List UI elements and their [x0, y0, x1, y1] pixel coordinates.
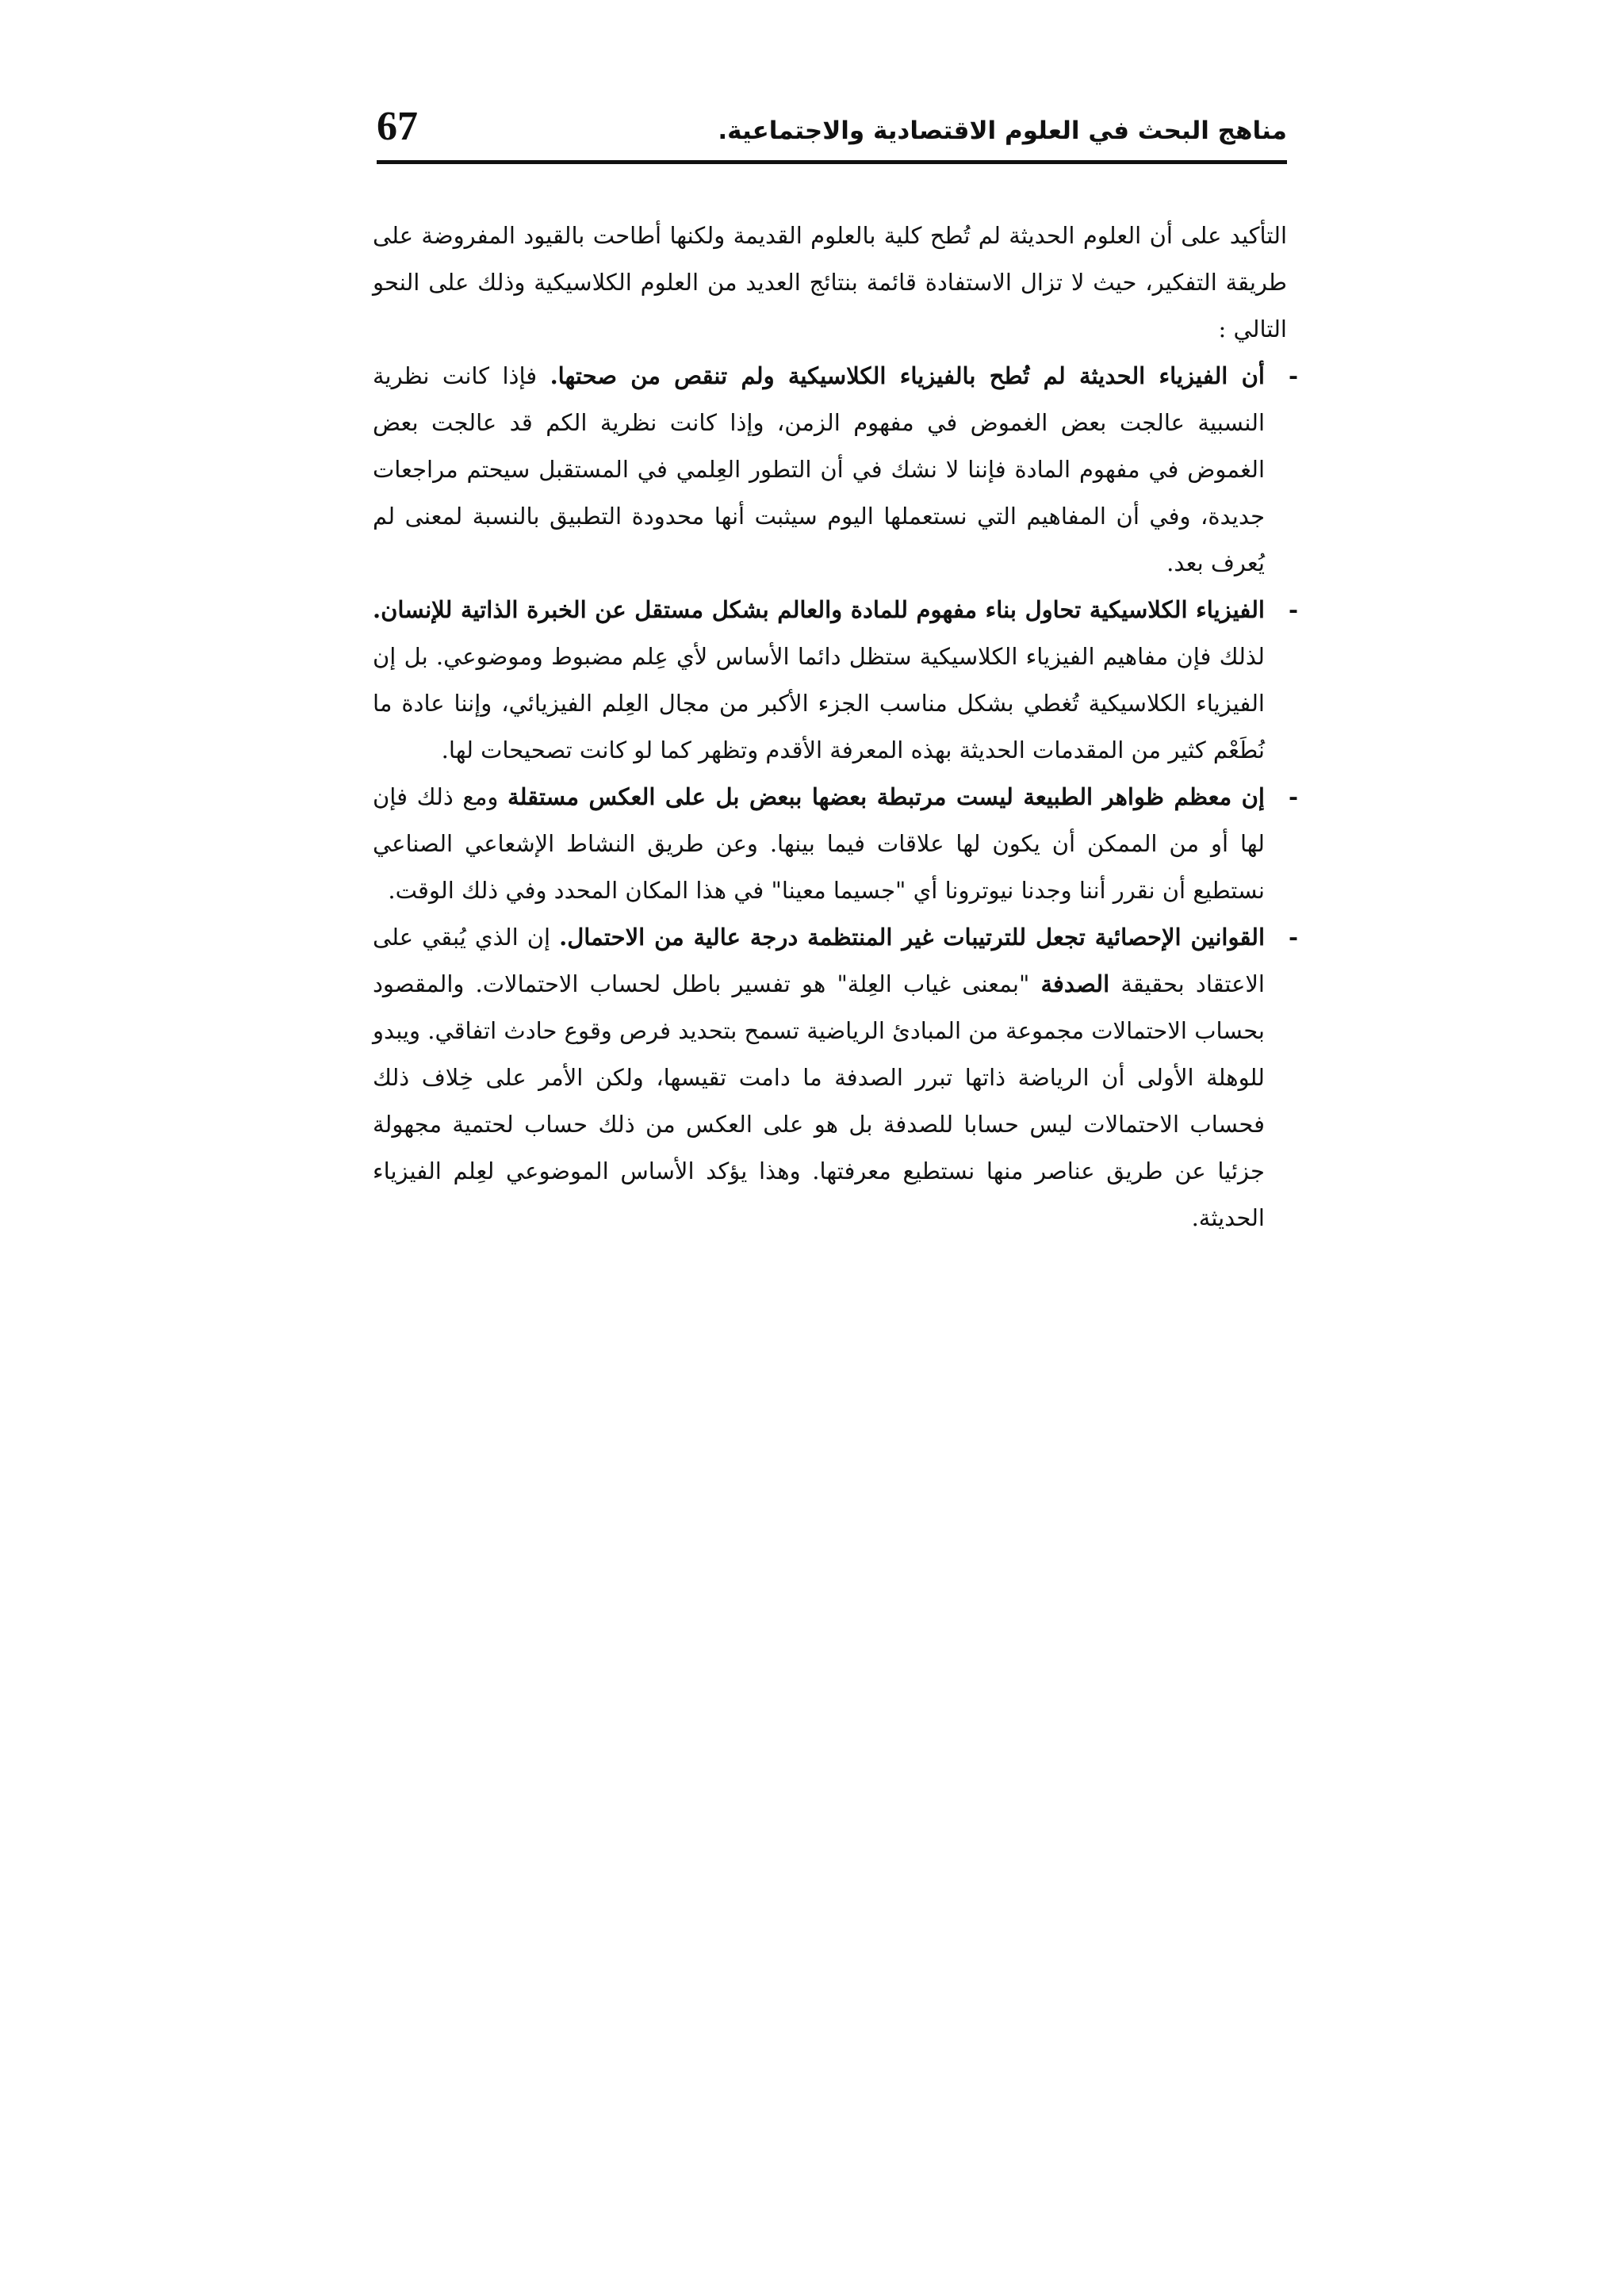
page-body [373, 212, 1298, 1242]
inline-bold-term: الصدفة [1040, 970, 1110, 997]
bullet-item [373, 774, 1298, 914]
bullet-body: لذلك فإن مفاهيم الفيزياء الكلاسيكية ستظل دائما الأساس لأي عِلم مضبوط وموضوعي. بل إن الفيزياء الكلاسيكية تُغطي بشكل مناسب الجزء الأكبر من مجال العِلم الفيزيائي، وإننا عادة ما نُطَعْم كثير من المقدمات الحديثة بهذه المعرفة الأقدم وتظهر كما لو كانت تصحيحات لها. [373, 643, 1265, 763]
bullet-body: فإذا كانت نظرية النسبية عالجت بعض الغموض في مفهوم الزمن، وإذا كانت نظرية الكم قد عالجت بعض الغموض في مفهوم المادة فإننا لا نشك في أن التطور العِلمي في المستقبل سيحتم مراجعات جديدة، وفي أن المفاهيم التي نستعملها اليوم سيثبت أنها محدودة التطبيق بالنسبة لمعنى لم يُعرف بعد. [373, 362, 1265, 576]
intro-paragraph: التأكيد على أن العلوم الحديثة لم تُطح كلية بالعلوم القديمة ولكنها أطاحت بالقيود المفروضة على طريقة التفكير، حيث لا تزال الاستفادة قائمة بنتائج العديد من العلوم الكلاسيكية وذلك على النحو التالي : [373, 222, 1287, 342]
page-number: 67 [377, 104, 418, 149]
bullet-item [373, 914, 1298, 1242]
bullet-body: ومع ذلك فإن لها أو من الممكن أن يكون لها علاقات فيما بينها. وعن طريق النشاط الإشعاعي الصناعي نستطيع أن نقرر أننا وجدنا نيوترونا أي "جسيما معينا" في هذا المكان المحدد وفي ذلك الوقت. [373, 783, 1265, 904]
bullet-body: إن الذي يُبقي على الاعتقاد بحقيقة [373, 924, 1265, 997]
bullet-list [373, 353, 1298, 1242]
bullet-item [373, 587, 1298, 774]
bullet-dash: - [1288, 362, 1298, 389]
bullet-lead: الفيزياء الكلاسيكية تحاول بناء مفهوم للمادة والعالم بشكل مستقل عن الخبرة الذاتية للإنسان. [373, 596, 1265, 623]
page-header [377, 95, 1287, 164]
bullet-item [373, 353, 1298, 587]
bullet-lead: إن معظم ظواهر الطبيعة ليست مرتبطة بعضها ببعض بل على العكس مستقلة [508, 783, 1265, 810]
bullet-dash: - [1288, 924, 1298, 951]
bullet-lead: أن الفيزياء الحديثة لم تُطح بالفيزياء الكلاسيكية ولم تنقص من صحتها. [550, 362, 1265, 389]
bullet-lead: القوانين الإحصائية تجعل للترتيبات غير المنتظمة درجة عالية من الاحتمال. [559, 924, 1266, 951]
bullet-body-continued: "بمعنى غياب العِلة" هو تفسير باطل لحساب الاحتمالات. والمقصود بحساب الاحتمالات مجموعة من المبادئ الرياضية تسمح بتحديد فرص وقوع حادث اتفاقي. ويبدو للوهلة الأولى أن الرياضة ذاتها تبرر الصدفة ما دامت تقيسها، ولكن الأمر على خِلاف ذلك فحساب الاحتمالات ليس حسابا للصدفة بل هو على العكس من ذلك حساب لحتمية مجهولة جزئيا عن طريق عناصر منها نستطيع معرفتها. وهذا يؤكد الأساس الموضوعي لعِلم الفيزياء الحديثة. [373, 970, 1265, 1231]
bullet-dash: - [1288, 783, 1298, 810]
bullet-dash: - [1288, 596, 1298, 623]
running-title: مناهج البحث في العلوم الاقتصادية والاجتماعية. [718, 117, 1287, 145]
